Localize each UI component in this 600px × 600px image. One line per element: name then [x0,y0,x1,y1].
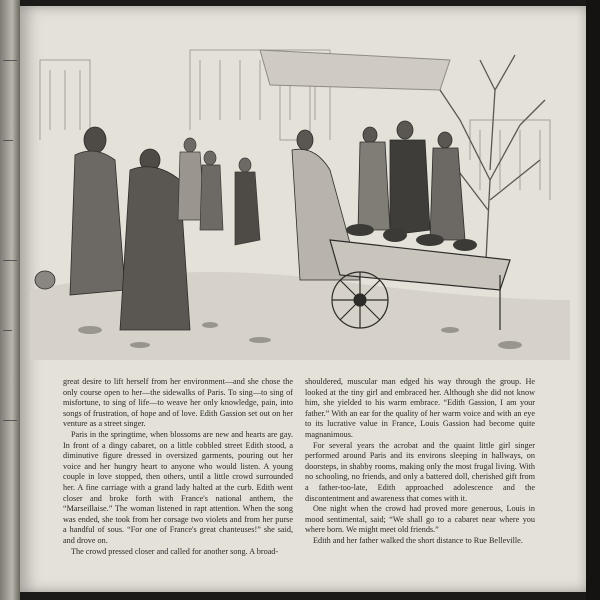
paragraph: For several years the acrobat and the quaint little girl singer performed around Paris and its environs sleeping in hallways, on doorsteps, in shabby rooms, making only the most frugal living. With no schooling, no friends, and only a battered doll, cherished gift from a father-too-late, Edith approached adolescence and the discontentment and awareness that comes with it. [305,440,535,503]
text-column-left [63,377,293,557]
right-page-edge [586,0,600,600]
street-scene-illustration [30,30,570,360]
text-column-right [305,377,535,547]
paragraph: One night when the crowd had proved more generous, Louis in mood sentimental, said; “We shall go to a cabaret near where you where born. We might meet old friends.” [305,504,535,535]
left-page-edge [0,0,20,600]
paragraph: The crowd pressed closer and called for another song. A broad- [71,546,279,556]
paragraph: great desire to lift herself from her environment—and she chose the only course open to her—the sidewalks of Paris. To sing—to sing of misfortune, to sing of life—to weave her only knowledge, pain, into songs of frustration, of hope and of love. Edith Gassion set out on her venture as a street singer. [63,377,293,429]
paragraph: shouldered, muscular man edged his way through the group. He looked at the tiny girl and embraced her. Although she did not know him, she yielded to his warm embrace. “Edith Gassion, I am your father.” With an ear for the quality of her warm voice and with an eye to its lucrative value in France, Louis Gassion had become quite magnanimous. [305,377,535,439]
paragraph: Edith and her father walked the short distance to Rue Belleville. [313,535,523,545]
paragraph: Paris in the springtime, when blossoms are new and hearts are gay. In front of a dingy cabaret, on a little cobbled street Edith stood, a diminutive figure dressed in oversized garments, pouring out her voice and her hungry heart to anyone who would listen. A young couple in love stopped, then others, until a little crowd surrounded her. A fine carriage with a grand lady halted at the curb. Edith went closer and broke forth with France's national anthem, the “Marseillaise.” The woman listened in rapt attention. When the song was ended, she took from her corsage two violets and from her purse a handful of sous. “For one of France's great chanteuses!” she said, and drove on. [63,429,293,545]
